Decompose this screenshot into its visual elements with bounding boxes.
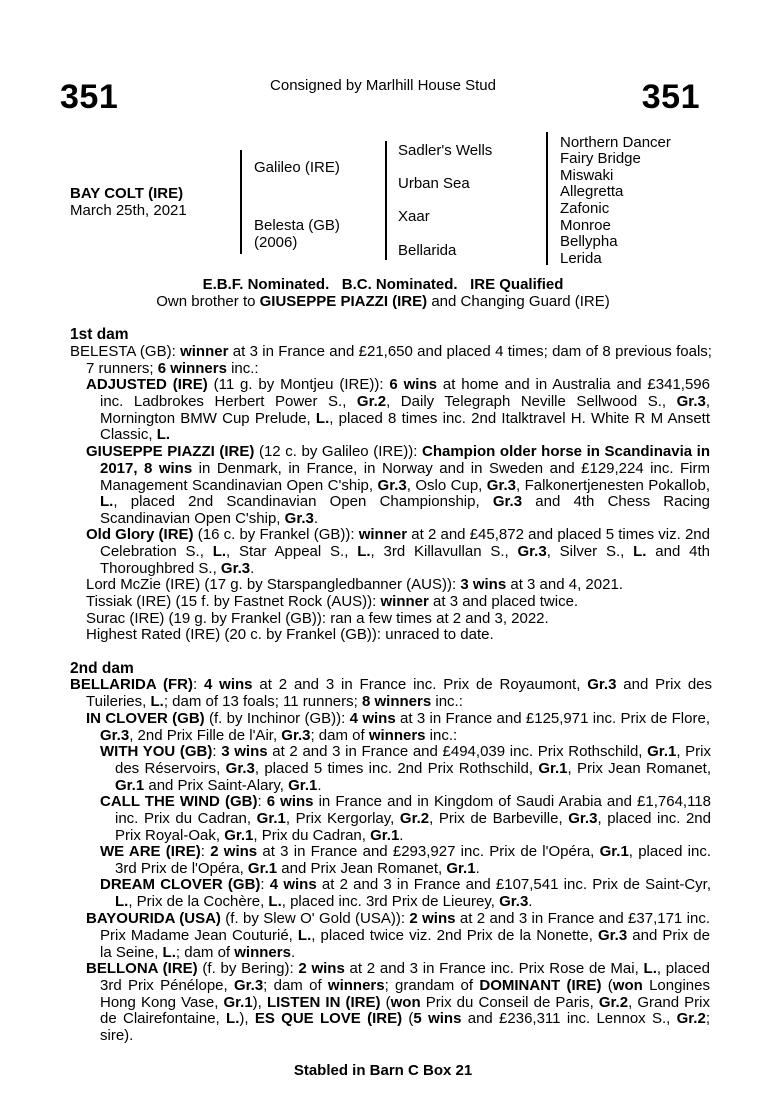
pedigree-bracket-1	[240, 150, 242, 254]
text-run: winner	[358, 526, 408, 543]
text-run: Gr.3	[284, 510, 314, 528]
text-run: 2 wins	[210, 843, 258, 860]
text-run: in France and in Kingdom of Saudi Arabia and £1,764,118 inc. Prix du Cadran,	[115, 793, 711, 827]
text-run: .	[313, 510, 319, 528]
text-run: :	[212, 743, 222, 760]
text-run: in Denmark, in France, in Norway and in Sweden and £129,224 inc. Firm Management Scandinavian Open C'ship,	[100, 459, 710, 494]
text-run: Gr.3	[676, 392, 706, 410]
text-run: Gr.3	[377, 476, 407, 494]
text-run: Gr.1	[223, 993, 253, 1011]
text-run: at 2 and 3 in France inc. Prix de Royaumont,	[252, 676, 588, 693]
text-run: .	[399, 826, 404, 844]
pedigree-gen3-7: Bellypha	[560, 233, 618, 250]
text-run: ; sire).	[100, 1010, 710, 1045]
text-run: Gr.3	[568, 809, 598, 827]
text-run: and 4th Thoroughbred S.,	[100, 542, 710, 577]
text-run: and Prix Jean Romanet,	[277, 859, 447, 877]
text-run: :	[260, 876, 270, 893]
text-run: (12 c. by Galileo (IRE)):	[254, 443, 422, 460]
text-run: at 2 and 3 in France and £494,039 inc. Prix Rothschild,	[267, 743, 648, 760]
text-run: Gr.3	[225, 759, 255, 777]
text-run: ; dam of	[310, 726, 369, 744]
text-run: 2 wins	[409, 910, 456, 927]
text-run: BAYOURIDA (USA)	[86, 910, 221, 927]
text-run: L.	[212, 542, 227, 560]
text-run: at 2 and £45,872 and placed 5 times viz. 2nd Celebration S.,	[100, 526, 710, 560]
text-run: Gr.1	[288, 776, 318, 794]
text-run: , placed inc. 2nd Prix Royal-Oak,	[115, 809, 711, 844]
text-run: L.	[115, 892, 129, 910]
text-run: 6 wins	[389, 376, 437, 393]
horse-description: BAY COLT (IRE)	[70, 185, 184, 202]
text-run: (	[402, 1010, 414, 1028]
pedigree-bracket-2	[385, 141, 387, 260]
text-run: , 2nd Prix Fille de l'Air,	[129, 726, 282, 744]
text-run: (16 c. by Frankel (GB)):	[193, 526, 359, 543]
text-run: , placed 5 times inc. 2nd Prix Rothschild,	[254, 759, 539, 777]
text-run: at 2 and 3 in France and £107,541 inc. Prix de Saint-Cyr,	[316, 876, 711, 893]
text-run: , Mornington BMW Cup Prelude,	[100, 392, 710, 427]
text-run: (f. by Inchinor (GB)):	[204, 710, 350, 727]
text-run: (f. by Bering):	[197, 960, 299, 977]
text-run: , placed twice viz. 2nd Prix de la Nonette,	[311, 926, 598, 944]
text-run: and 4th Chess Racing Scandinavian Open C'ship,	[100, 493, 710, 528]
text-run: , placed 2nd Scandinavian Open Championship,	[113, 493, 493, 511]
text-run: Gr.3	[492, 493, 523, 511]
text-run: BELLONA (IRE)	[86, 960, 198, 977]
text-run: L.	[633, 542, 647, 560]
text-run: L.	[100, 493, 114, 511]
text-run: Gr.1	[247, 859, 278, 877]
pedigree-gen3-4: Allegretta	[560, 183, 624, 200]
text-run: 8 winners	[361, 692, 432, 710]
text-run: 6 winners	[157, 359, 227, 377]
stabled-location: Stabled in Barn C Box 21	[293, 1062, 473, 1079]
first-dam-heading: 1st dam	[70, 326, 129, 343]
text-run: .	[528, 892, 533, 910]
first-dam-progeny-1	[86, 377, 710, 444]
first-dam-summary	[70, 344, 712, 378]
text-run: .	[317, 776, 322, 794]
text-run: inc.:	[425, 726, 458, 744]
first-dam-progeny-5	[86, 594, 696, 611]
second-dam-bellona	[86, 961, 710, 1045]
text-run: L.	[315, 409, 330, 427]
horse-foaled: March 25th, 2021	[70, 202, 187, 219]
text-run: Prix du Conseil de Paris,	[420, 993, 599, 1011]
pedigree-gen3-5: Zafonic	[560, 200, 610, 217]
text-run: Surac (IRE) (19 g. by Frankel (GB)): ran a few times at 2 and 3, 2022.	[86, 610, 549, 627]
text-run: (	[380, 993, 391, 1011]
text-run: , Grand Prix de Clairefontaine,	[100, 993, 710, 1028]
text-run: 5 wins	[413, 1010, 462, 1028]
text-run: IN CLOVER (GB)	[86, 710, 205, 727]
text-run: L.	[357, 542, 371, 560]
text-run: Gr.3	[220, 559, 251, 577]
in-clover-progeny-2	[100, 794, 711, 844]
pedigree-dam-year: (2006)	[254, 234, 298, 251]
text-run: Gr.3	[233, 976, 264, 994]
pedigree-bracket-3	[546, 132, 548, 265]
text-run: won	[390, 993, 421, 1011]
text-run: GIUSEPPE PIAZZI (IRE)	[86, 443, 255, 460]
text-run: DREAM CLOVER (GB)	[100, 876, 261, 893]
second-dam-in-clover	[86, 711, 710, 745]
own-brother-line	[0, 293, 766, 310]
text-run: .	[475, 859, 480, 877]
text-run: Longines Hong Kong Vase,	[100, 976, 710, 1011]
text-run: , Prix de Barbeville,	[429, 809, 569, 827]
second-dam-summary	[70, 677, 712, 711]
own-brother-prefix: Own brother to	[156, 293, 260, 310]
pedigree-gen3-2: Fairy Bridge	[560, 150, 641, 167]
text-run: , Prix des Réservoirs,	[115, 743, 711, 777]
text-run: Gr.3	[499, 892, 529, 910]
text-run: Gr.1	[538, 759, 568, 777]
text-run: at home and in Australia and £341,596 inc. Ladbrokes Herbert Power S.,	[100, 376, 710, 410]
text-run: and Prix Saint-Alary,	[144, 776, 289, 794]
text-run: .	[250, 559, 255, 577]
text-run: Gr.3	[486, 476, 516, 494]
text-run: WITH YOU (GB)	[100, 743, 213, 760]
pedigree-gen2-2: Urban Sea	[398, 175, 470, 192]
text-run: :	[192, 676, 204, 693]
text-run: won	[612, 976, 643, 994]
lot-number-left: 351	[60, 78, 119, 116]
text-run: 4 wins	[269, 876, 317, 893]
text-run: and Prix de la Seine,	[100, 926, 710, 961]
pedigree-gen3-8: Lerida	[560, 250, 602, 267]
text-run: Gr.2	[598, 993, 629, 1011]
text-run: , placed 8 times inc. 2nd Italktravel H. White R M Ansett Classic,	[100, 409, 710, 444]
first-dam-progeny-3	[86, 527, 710, 577]
text-run: inc.:	[226, 359, 259, 377]
text-run: (f. by Slew O' Gold (USA)):	[220, 910, 410, 927]
text-run: 6 wins	[266, 793, 314, 810]
text-run: Gr.1	[370, 826, 400, 844]
pedigree-gen2-1: Sadler's Wells	[398, 142, 493, 159]
text-run: at 3 in France and £21,650 and placed 4 times; dam of 8 previous foals; 7 runners;	[86, 343, 712, 377]
nominations: E.B.F. Nominated. B.C. Nominated. IRE Qualified	[202, 276, 564, 293]
text-run: , Falkonertjenesten Pokallob,	[515, 476, 710, 494]
text-run: Tissiak (IRE) (15 f. by Fastnet Rock (AUS)):	[86, 593, 381, 610]
text-run: Lord McZie (IRE) (17 g. by Starspangledbanner (AUS)):	[86, 576, 461, 593]
text-run: DOMINANT (IRE)	[479, 976, 602, 994]
text-run: .	[290, 943, 296, 961]
text-run: Gr.2	[399, 809, 430, 827]
text-run: ; dam of 13 foals; 11 runners;	[163, 692, 362, 710]
text-run: L.	[268, 892, 282, 910]
text-run: ES QUE LOVE (IRE)	[254, 1010, 403, 1028]
pedigree-gen2-4: Bellarida	[398, 242, 457, 259]
text-run: 3 wins	[460, 576, 507, 593]
text-run: WE ARE (IRE)	[100, 843, 201, 860]
text-run: 4 wins	[349, 710, 396, 727]
text-run: , placed inc. 3rd Prix de Lieurey,	[281, 892, 500, 910]
text-run: L.	[162, 943, 176, 961]
text-run: (	[601, 976, 613, 994]
text-run: Gr.3	[598, 926, 628, 944]
text-run: Old Glory (IRE)	[86, 526, 194, 543]
text-run: winners	[234, 943, 291, 961]
text-run: Gr.2	[676, 1010, 706, 1028]
text-run: L.	[643, 960, 657, 977]
pedigree-dam: Belesta (GB)	[254, 217, 340, 234]
text-run: winners	[368, 726, 426, 744]
text-run: winner	[180, 343, 229, 360]
text-run: L.	[226, 1010, 240, 1028]
text-run: ; dam of	[263, 976, 328, 994]
text-run: 4 wins	[203, 676, 253, 693]
text-run: , Silver S.,	[546, 542, 634, 560]
text-run: ),	[252, 993, 267, 1011]
text-run: Gr.1	[224, 826, 254, 844]
own-brother-suffix: and Changing Guard (IRE)	[427, 293, 610, 310]
text-run: Champion older horse in Scandinavia in 2017, 8 wins	[100, 443, 710, 477]
text-run: at 3 in France and £125,971 inc. Prix de Flore,	[395, 710, 710, 727]
text-run: 3 wins	[221, 743, 268, 760]
pedigree-gen2-3: Xaar	[398, 208, 430, 225]
text-run: CALL THE WIND (GB)	[100, 793, 258, 810]
text-run: (11 g. by Montjeu (IRE)):	[207, 376, 390, 393]
second-dam-bayourida	[86, 911, 710, 961]
text-run: L.	[150, 692, 164, 710]
text-run: , Prix Kergorlay,	[285, 809, 400, 827]
text-run: ADJUSTED (IRE)	[86, 376, 208, 393]
text-run: L.	[156, 426, 171, 444]
text-run: at 3 in France and £293,927 inc. Prix de l'Opéra,	[257, 843, 600, 860]
text-run: Gr.3	[100, 726, 130, 744]
text-run: Gr.3	[517, 542, 547, 560]
text-run: :	[257, 793, 267, 810]
text-run: 2 wins	[298, 960, 345, 977]
pedigree-gen3-6: Monroe	[560, 217, 611, 234]
text-run: Gr.2	[356, 392, 387, 410]
text-run: , placed inc. 3rd Prix de l'Opéra,	[115, 843, 712, 877]
text-run: , placed 3rd Prix Pénélope,	[100, 960, 710, 994]
text-run: , Oslo Cup,	[406, 476, 487, 494]
lot-number-right: 351	[641, 78, 700, 116]
text-run: , Daily Telegraph Neville Sellwood S.,	[386, 392, 677, 410]
text-run: Gr.3	[587, 676, 617, 693]
in-clover-progeny-3	[100, 844, 711, 878]
text-run: Gr.1	[115, 776, 145, 794]
text-run: BELLARIDA (FR)	[70, 676, 193, 693]
pedigree-gen3-3: Miswaki	[560, 167, 614, 184]
text-run: :	[200, 843, 211, 860]
text-run: inc.:	[431, 692, 463, 710]
first-dam-progeny-7	[86, 627, 696, 644]
second-dam-heading: 2nd dam	[70, 660, 134, 677]
text-run: and £236,311 inc. Lennox S.,	[461, 1010, 677, 1028]
text-run: ; dam of	[175, 943, 235, 961]
text-run: , Star Appeal S.,	[226, 542, 358, 560]
text-run: ),	[239, 1010, 255, 1028]
text-run: Gr.3	[281, 726, 311, 744]
in-clover-progeny-4	[100, 877, 711, 911]
text-run: , 3rd Killavullan S.,	[370, 542, 518, 560]
text-run: Gr.1	[446, 859, 476, 877]
text-run: Highest Rated (IRE) (20 c. by Frankel (GB)): unraced to date.	[86, 626, 494, 643]
text-run: and Prix des Tuileries,	[86, 676, 713, 710]
text-run: BELESTA (GB):	[70, 343, 181, 360]
first-dam-progeny-4	[86, 577, 696, 594]
text-run: LISTEN IN (IRE)	[266, 993, 381, 1011]
pedigree-gen3-1: Northern Dancer	[560, 134, 671, 151]
text-run: ; grandam of	[384, 976, 480, 994]
first-dam-progeny-2	[86, 444, 710, 528]
text-run: Gr.1	[647, 743, 677, 760]
pedigree-sire: Galileo (IRE)	[254, 159, 340, 176]
text-run: , Prix Jean Romanet,	[567, 759, 712, 777]
text-run: , Prix de la Cochère,	[128, 892, 269, 910]
text-run: , Prix du Cadran,	[253, 826, 371, 844]
text-run: winner	[380, 593, 429, 610]
own-brother-name: GIUSEPPE PIAZZI (IRE)	[259, 293, 428, 310]
text-run: Gr.1	[256, 809, 286, 827]
text-run: at 3 and 4, 2021.	[506, 576, 623, 593]
text-run: at 3 and placed twice.	[428, 593, 579, 610]
text-run: L.	[297, 926, 312, 944]
consignor: Consigned by Marlhill House Stud	[270, 77, 496, 94]
text-run: Gr.1	[599, 843, 629, 860]
text-run: at 2 and 3 in France and £37,171 inc. Prix Madame Jean Couturié,	[100, 910, 710, 944]
text-run: at 2 and 3 in France inc. Prix Rose de Mai,	[344, 960, 644, 977]
in-clover-progeny-1	[100, 744, 711, 794]
text-run: winners	[327, 976, 385, 994]
